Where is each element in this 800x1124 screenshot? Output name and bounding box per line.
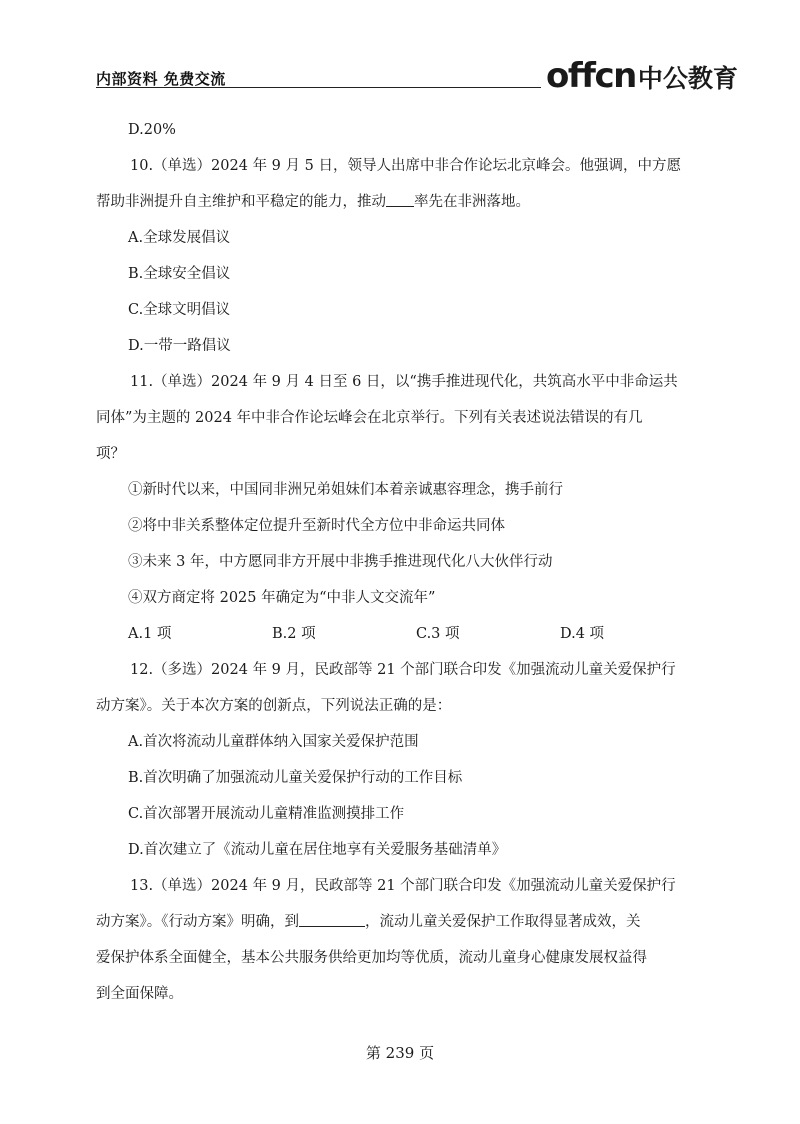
page-number: 第 239 页 <box>365 1044 435 1062</box>
question-12-option-a: A.首次将流动儿童群体纳入国家关爱保护范围 <box>128 734 419 750</box>
question-10-option-a: A.全球发展倡议 <box>128 230 231 246</box>
option-d: D.4 项 <box>560 626 605 642</box>
question-13-stem-cont-2: 爱保护体系全面健全，基本公共服务供给更加均等优质，流动儿童身心健康发展权益得 <box>96 950 647 966</box>
question-13-stem-cont <box>96 904 704 940</box>
question-10-option-b: B.全球安全倡议 <box>128 266 231 282</box>
question-11-statement-4: ④双方商定将 2025 年确定为“中非人文交流年” <box>128 590 436 606</box>
question-12-option-d: D.首次建立了《流动儿童在居住地享有关爱服务基础清单》 <box>128 842 507 858</box>
question-11-statement-3: ③未来 3 年，中方愿同非方开展中非携手推进现代化八大伙伴行动 <box>128 554 553 570</box>
answer-blank <box>299 912 365 927</box>
question-12-stem-cont: 动方案》。关于本次方案的创新点，下列说法正确的是： <box>96 698 452 714</box>
text-span: 动方案》。《行动方案》明确，到 <box>96 914 299 930</box>
answer-blank <box>386 192 414 207</box>
question-13-stem-end: 到全面保障。 <box>96 986 183 1002</box>
question-11-stem-cont: 同体”为主题的 2024 年中非合作论坛峰会在北京举行。下列有关表述说法错误的有几 <box>96 410 643 426</box>
question-11-options <box>128 616 704 652</box>
option-b: B.2 项 <box>272 626 316 642</box>
question-10-stem-cont <box>96 184 704 220</box>
offcn-logo <box>546 56 738 96</box>
question-12-option-b: B.首次明确了加强流动儿童关爱保护行动的工作目标 <box>128 770 463 786</box>
option-line: D.20% <box>128 122 176 138</box>
document-body <box>96 112 704 1012</box>
text-span: ，流动儿童关爱保护工作取得显著成效，关 <box>365 914 641 930</box>
header-left-label: 内部资料 免费交流 <box>96 70 226 88</box>
question-12-option-c: C.首次部署开展流动儿童精准监测摸排工作 <box>128 806 405 822</box>
question-11-stem: 11.（单选）2024 年 9 月 4 日至 6 日，以“携手推进现代化，共筑高水平中非命运共 <box>130 374 678 390</box>
question-11-stem-end: 项？ <box>96 446 125 462</box>
option-a: A.1 项 <box>128 626 172 642</box>
question-11-statement-2: ②将中非关系整体定位提升至新时代全方位中非命运共同体 <box>128 518 505 534</box>
text-span: 帮助非洲提升自主维护和平稳定的能力，推动 <box>96 194 386 210</box>
question-12-stem: 12.（多选）2024 年 9 月，民政部等 21 个部门联合印发《加强流动儿童关爱保护行 <box>130 662 676 678</box>
header-divider <box>96 87 541 88</box>
text-span: 率先在非洲落地。 <box>414 194 530 210</box>
option-c: C.3 项 <box>416 626 460 642</box>
question-10-option-d: D.一带一路倡议 <box>128 338 231 354</box>
question-10-stem: 10.（单选）2024 年 9 月 5 日，领导人出席中非合作论坛北京峰会。他强调，中方愿 <box>130 158 681 174</box>
question-10-option-c: C.全球文明倡议 <box>128 302 231 318</box>
question-13-stem: 13.（单选）2024 年 9 月，民政部等 21 个部门联合印发《加强流动儿童关爱保护行 <box>130 878 676 894</box>
logo-en-text: offcn <box>546 56 636 96</box>
logo-cn-text: 中公教育 <box>637 64 738 93</box>
question-11-statement-1: ①新时代以来，中国同非洲兄弟姐妹们本着亲诚惠容理念，携手前行 <box>128 482 563 498</box>
